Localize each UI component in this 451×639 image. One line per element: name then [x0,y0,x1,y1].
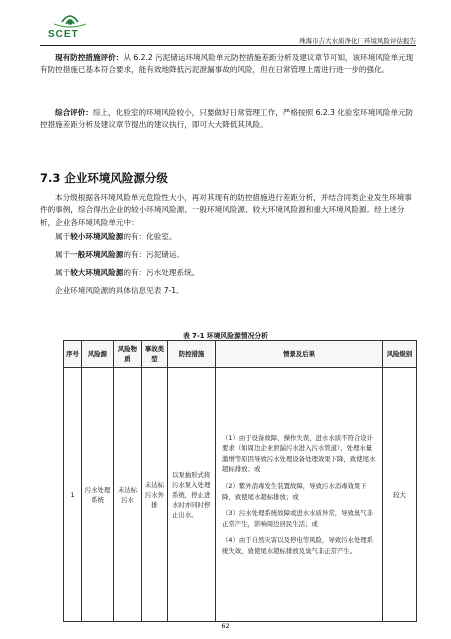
table-caption: 表 7-1 环境风险源情况分析 [183,332,268,340]
cell-no: 1 [64,368,82,622]
overall-assessment-paragraph [40,107,416,132]
page-number: 62 [221,622,230,630]
header-consequences: 情景及后果 [216,341,383,368]
general-risk-label: 一般环境风险源 [70,250,124,259]
large-risk-suffix: 的有：污水处理系统。 [123,268,200,277]
general-risk-line [40,249,416,261]
consequence-item: （1）由于设备故障、操作失误、进水水质不符合设计要求（如周边企业泄漏污水进入污水管道）、处理水量激增等原因导致污水处理设备处理效果下降，致使尾水超标排放；或 [222,433,376,474]
consequence-item: （2）紫外消毒发生装置故障，导致污水消毒效果下降，致使尾水超标排放；或 [222,481,367,501]
section-paragraph: 本分级根据各环境风险单元危险性大小，再对其现有的防控措施进行差距分析，并结合同类企业发生环境事件的事例，综合得出企业的较小环境风险源、一般环境风险源、较大环境风险源和重大环境风险源。经上述分析，企业各环境风险单元中： [40,193,412,227]
header-level: 风险级别 [383,341,417,368]
header-divider [40,45,416,46]
small-risk-line [40,231,416,243]
overall-assessment-label: 综合评价： [55,108,93,117]
consequence-item: （3）污水处理系统故障或进水水质异常，导致臭气非正常产生，影响周边居民生活；或 [222,509,374,528]
consequence-item: （4）由于自然灾害以及停电等风险，导致污水处理系统失效，致使尾水超标排放及臭气非正常产生。 [222,536,374,555]
cell-source: 污水处理系统 [82,368,114,622]
large-risk-prefix: 属于 [55,268,71,277]
overall-assessment-text: 综上，化验室的环境风险较小，只要做好日常管理工作，严格按照 6.2.3 化验室环境风险单元防控措施差距分析及建议章节提出的建议执行，即可大大降低其风险。 [40,108,414,130]
header-substance: 风险物质 [114,341,142,368]
cell-accident: 未达标污水外排 [142,368,168,622]
small-risk-prefix: 属于 [55,232,71,241]
general-risk-suffix: 的有：污泥储运。 [123,250,185,259]
small-risk-suffix: 的有：化验室。 [123,232,177,241]
logo-text: SCET [48,29,79,40]
small-risk-label: 较小环境风险源 [70,232,124,241]
large-risk-label: 较大环境风险源 [70,268,124,277]
cell-level: 较大 [383,368,417,622]
table-header-row [64,341,417,368]
header-measures: 防控措施 [168,341,216,368]
existing-measures-label: 现有防控措施评价： [55,53,124,62]
see-table-line: 企业环境风险源的具体信息见表 7-1。 [55,286,184,295]
large-risk-line [40,267,416,279]
cell-substance: 未达标污水 [114,368,142,622]
header-source: 风险源 [82,341,114,368]
existing-measures-paragraph [40,52,416,77]
section-title: 7.3 企业环境风险源分级 [40,171,168,185]
table-row [64,368,417,622]
page-header [40,8,416,44]
risk-source-table [63,340,417,622]
cell-consequences [216,368,383,622]
general-risk-prefix: 属于 [55,250,71,259]
header-no: 序号 [64,341,82,368]
existing-measures-text: 从 6.2.2 污泥储运环境风险单元防控措施差距分析及建议章节可知，该环境风险单元现有防控措施已基本符合要求，能有效地降低污泥泄漏事故的风险，但在日常管理上需进行进一步的强化。 [40,53,414,75]
header-accident: 事故类型 [142,341,168,368]
header-title: 珠海市吉大水质净化厂环境风险评估报告 [299,37,416,45]
cell-measures: 以泵抽形式将污水泵入处理系统，停止进水时亦同时停止出水。 [168,368,216,622]
